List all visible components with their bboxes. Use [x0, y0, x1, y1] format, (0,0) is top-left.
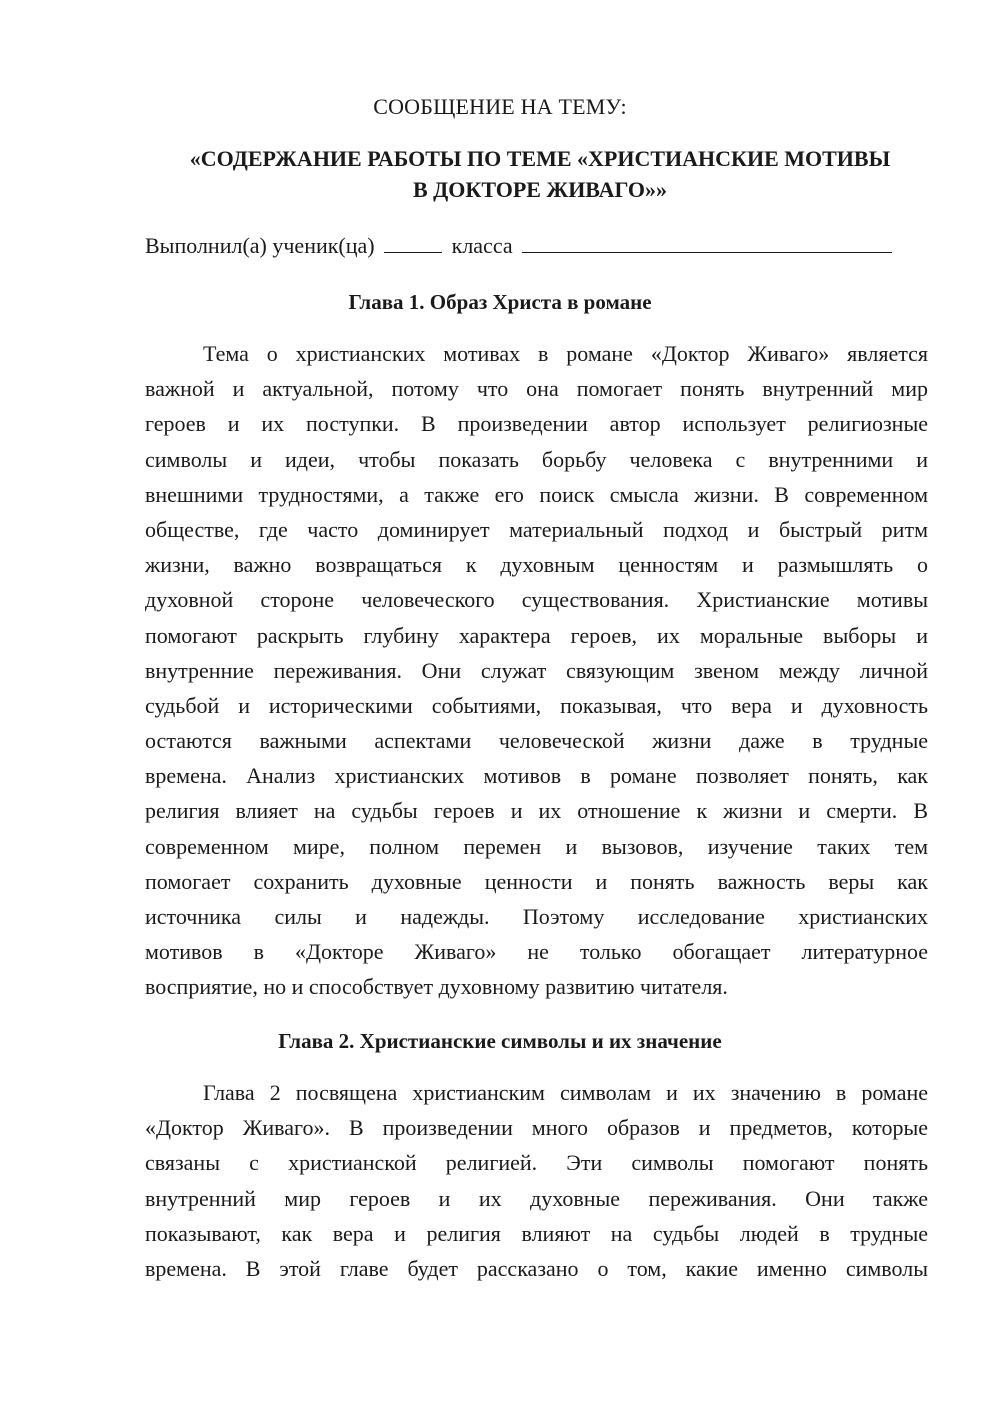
- name-blank: [522, 232, 892, 253]
- text-line: помогают раскрыть глубину характера героев, их моральные выборы и: [145, 622, 928, 648]
- text-line: времена. В этой главе будет рассказано о том, какие именно символы: [145, 1255, 928, 1281]
- title-line: В ДОКТОРЕ ЖИВАГО»»: [412, 177, 668, 202]
- text-line: важной и актуальной, потому что она помогает понять внутренний мир: [145, 376, 928, 402]
- chapter1-paragraph: [145, 336, 928, 1005]
- chapter1-heading: Глава 1. Образ Христа в романе: [348, 290, 652, 314]
- text-line: духовной стороне человеческого существования. Христианские мотивы: [145, 587, 928, 613]
- document-title: [140, 143, 940, 205]
- text-line: восприятие, но и способствует духовному развитию читателя.: [145, 974, 728, 1000]
- text-line: обществе, где часто доминирует материальный подход и быстрый ритм: [145, 516, 928, 542]
- text-line: помогает сохранить духовные ценности и понять важность веры как: [145, 868, 928, 894]
- chapter2-heading: Глава 2. Христианские символы и их значение: [278, 1029, 722, 1053]
- title-line: «СОДЕРЖАНИЕ РАБОТЫ ПО ТЕМЕ «ХРИСТИАНСКИЕ МОТИВЫ: [189, 146, 891, 171]
- text-line: времена. Анализ христианских мотивов в романе позволяет понять, как: [145, 763, 928, 789]
- text-line: внутренние переживания. Они служат связующим звеном между личной: [145, 657, 928, 683]
- performer-line: [145, 232, 896, 259]
- text-line: судьбой и историческими событиями, показывая, что вера и духовность: [145, 692, 928, 718]
- text-line: религия влияет на судьбы героев и их отношение к жизни и смерти. В: [145, 798, 928, 824]
- text-line: Тема о христианских мотивах в романе «Доктор Живаго» является: [203, 341, 928, 366]
- text-line: символы и идеи, чтобы показать борьбу человека с внутренними и: [145, 446, 928, 472]
- text-line: героев и их поступки. В произведении автор использует религиозные: [145, 411, 928, 437]
- text-line: внешними трудностями, а также его поиск смысла жизни. В современном: [145, 481, 928, 507]
- grade-blank: [384, 232, 442, 253]
- text-line: современном мире, полном перемен и вызовов, изучение таких тем: [145, 833, 928, 859]
- text-line: остаются важными аспектами человеческой жизни даже в трудные: [145, 728, 928, 754]
- text-line: внутренний мир героев и их духовные переживания. Они также: [145, 1185, 928, 1211]
- performer-label: Выполнил(а) ученик(ца): [145, 233, 375, 258]
- text-line: связаны с христианской религией. Эти символы помогают понять: [145, 1150, 928, 1176]
- chapter2-paragraph: [145, 1075, 928, 1286]
- text-line: Глава 2 посвящена христианским символам и их значению в романе: [203, 1080, 928, 1105]
- document-header: СООБЩЕНИЕ НА ТЕМУ:: [373, 94, 627, 119]
- text-line: показывают, как вера и религия влияют на судьбы людей в трудные: [145, 1220, 928, 1246]
- text-line: жизни, важно возвращаться к духовным ценностям и размышлять о: [145, 552, 928, 578]
- class-label: класса: [451, 233, 513, 258]
- text-line: «Доктор Живаго». В произведении много образов и предметов, которые: [145, 1115, 928, 1141]
- text-line: мотивов в «Докторе Живаго» не только обогащает литературное: [145, 939, 928, 965]
- text-line: источника силы и надежды. Поэтому исследование христианских: [145, 904, 928, 929]
